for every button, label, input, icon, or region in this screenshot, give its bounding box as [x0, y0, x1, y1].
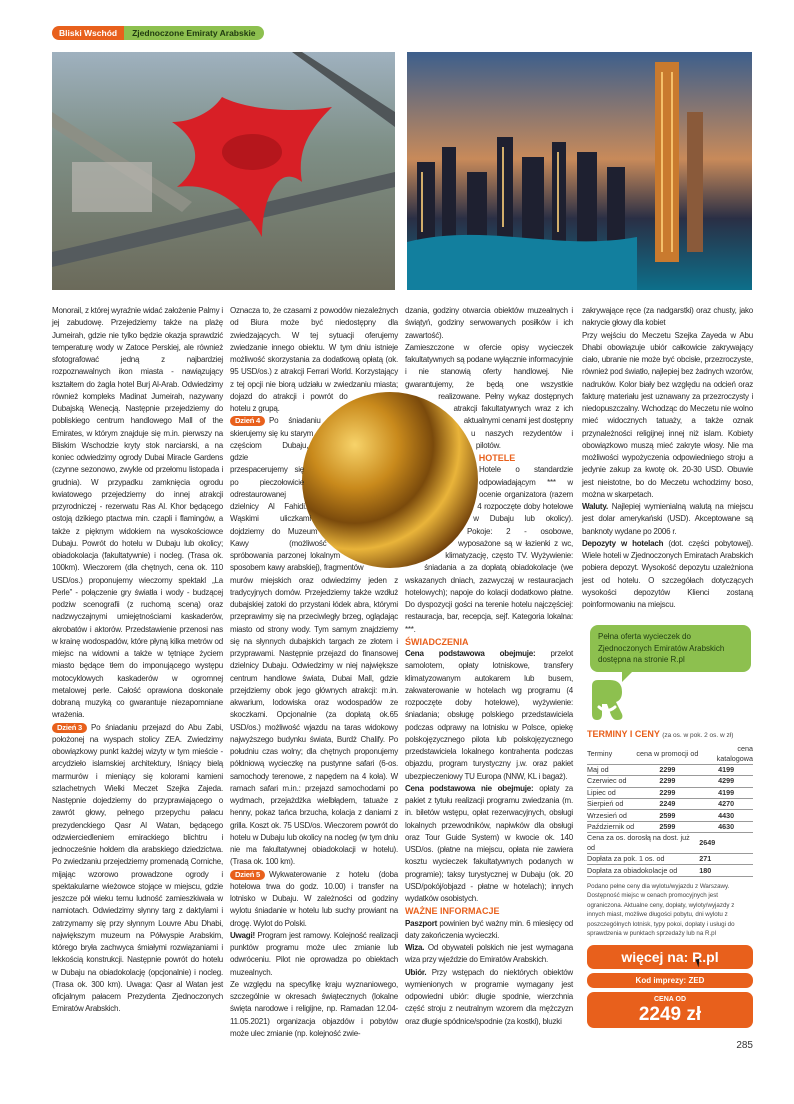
paragraph-text: Oznacza to, że czasami z powodów niezależnych od Biura może być niedostępny dla zwiedzających. W tej sytuacji oferujemy zwiedzanie innego obiektu. W tym dniu istnieje możliwość skorzystania za dodatkową opłatą (ok. 95 USD/os.) z atrakcji Ferrari World. Korzystający z tej opcji nie biorą udziału w zwiedzaniu miasta; dojazd do atrakcji i powrót do hotelu z grupą. — [230, 306, 398, 413]
day-paragraph — [230, 869, 398, 930]
bold-lead: Ubiór. — [405, 967, 427, 977]
paragraph-text: Od obywateli polskich nie jest wymagana wiza przy wjeździe do Emiratów Arabskich. — [405, 943, 573, 965]
price-cell: 2249 — [636, 798, 700, 809]
photo-dubai-marina — [407, 52, 752, 290]
price-label: CENA OD — [653, 995, 687, 1003]
price-row — [587, 810, 753, 821]
page-number: 285 — [736, 1039, 753, 1051]
surcharge-label — [587, 833, 699, 854]
terms-title — [587, 728, 753, 742]
paragraph — [405, 305, 573, 342]
right-column — [582, 305, 753, 1051]
paragraph-text: Wykwaterowanie z hotelu (doba hotelowa trwa do godz. 10.00) i transfer na lotnisko w Dubaju. W zależności od godziny wylotu śniadanie w hotelu lub suchy prowiant na drogę. Wylot do Polski. — [230, 869, 398, 928]
bold-lead: Cena podstawowa obejmuje: — [405, 649, 536, 658]
surcharge-row — [587, 865, 753, 876]
paragraph-text: Program jest ramowy. Kolejność realizacji punktów programu może ulec zmianie lub odwróceniu. Pilot nie oprowadza po obiektach muzealnych. — [230, 930, 398, 977]
paragraph — [582, 330, 753, 502]
paragraph — [582, 305, 753, 330]
paragraph-text: Po śniadaniu przejazd do Abu Zabi, położonej na wyspach stolicy ZEA. Zwiedzimy obowiązkowy punkt każdej wizyty w tym mieście - arcydzieło islamskiej architektury, lśniący bielą marmurów i mieniący się kolorami kamieni szlachetnych Wielki Meczet Szejka Zajeda. Następnie dojedziemy do przyprawiającego o zawrót głowy, pełnego przepychu pałacu prezydenckiego Qasr Al Watan, będącego odzwierciedleniem emirackiego blichtru i jednocześnie hołdem dla arabskiego dziedzictwa. Po zwiedzaniu przejedziemy promenadą Corniche, mijając wzorowo prowadzone ogrody i spektakularne wieżowce stojące w miejscu, gdzie jeszcze pół wieku temu ludność zamieszkiwała w namiotach. Odwiedzimy słynny targ z daktylami i zatrzymamy się przy słynnym Louvre Abu Dhabi, największym muzeum na Półwyspie Arabskim, którego bryła zachwyca śmiałymi rozwiązaniami i lekkością konstrukcji. Następnie powrót do hotelu w Dubaju na obiadokolację (opcjonalnie) i nocleg. (Trasa ok. 300 km). Uwaga: Qasr al Watan jest oficjalnym pałacem Prezydenta Zjednoczonych Emiratów Arabskich. — [52, 722, 223, 1014]
surcharge-cell — [699, 865, 753, 876]
surcharge-value: 180 — [699, 865, 712, 875]
surcharge-row — [587, 833, 753, 854]
paragraph-text: Zamieszczone w ofercie opisy wycieczek fakultatywnych są podane wyłącznie informacyjnie i nie stanowią oferty handlowej. Nie gwarantujemy, że będą one wszystkie realizowane. Pełny wykaz dostępnych atrakcji fakultatywnych wraz z ich aktualnymi cenami jest dostępny u naszych rezydentów i pilotów. — [405, 342, 573, 450]
day-badge: Dzień 4 — [230, 416, 265, 426]
paragraph-text: Monorail, z której wyraźnie widać założenie Palmy i jej zabudowę. Przejedziemy także na plażę Jumeirah, gdzie nie tylko będzie okazja sprawdzić temperaturę wody w Zatoce Perskiej, ale również sfotografować jedną z najbardziej rozpoznawalnych ikon miasta - nawiązujący kształtem do żagla hotel Burj Al-Arab. Odwiedzimy również kompleks Madinat Jumeirah, nazywany Dubajską Wenecją. Następnie przejedziemy do pobliskiego centrum handlowego Mall of the Emirates, w którym znajduje się m.in. pierwszy na Bliskim Wschodzie kryty stok narciarski, a na koniec odwiedzimy ogrody Dubai Miracle Gardens (czynne sezonowo, zwykle od przełomu listopada i grudnia). W przypadku zamknięcia ogrodu kwiatowego przejedziemy do innej atrakcji przyrodniczej - rezerwatu Ras Al. Khor będącego ostoją dzikiego ptactwa min. czapli i flamingów, a także z pięknym widokiem na wysokościowce Dubaju. Powrót do hotelu w Dubaju lub okolicy; obiadokolacja (fakultatywnie) i nocleg. (Trasa ok. 100km). Wieczorem (dla chętnych, cena ok. 110 USD/os.) proponujemy wieczorny spektakl „La Perle” - połączenie gry światła i wody - budzącej podziw scenografii (z ruchomą sceną) oraz nadzwyczajnymi umiejętnościami kaskaderów, akrobatów i aktorów. Przedstawienie przenosi nas w krainę wodospadów, które płyną kilka metrów od miejsc na widowni a także w tętniące życiem miasto będące tłem do imponującego występu motocyklowych kaskaderów w ogromnej metalowej perle. Całość oprawiona doskonale dobraną muzyką co gwarantuje niezapomniane wrażenia. — [52, 306, 223, 720]
column-header: Terminy — [587, 744, 636, 765]
price-value: 2249 zł — [638, 1003, 702, 1025]
surcharge-row — [587, 854, 753, 865]
terms-title-text: TERMINY I CENY — [587, 728, 660, 739]
photo-ferrari-world — [52, 52, 395, 290]
price-cell: 2599 — [636, 810, 700, 821]
price-table — [587, 744, 753, 877]
term-cell: Październik od — [587, 821, 635, 831]
price-cell: 2599 — [636, 821, 700, 832]
bold-lead: Depozyty w hotelach — [582, 538, 664, 548]
text-column-4 — [582, 305, 753, 611]
column-header: cena w promocji od — [636, 744, 700, 765]
surcharge-label — [587, 865, 699, 876]
paragraph-text: opłaty za pakiet z tytułu realizacji programu zwiedzania (m. in. biletów wstępu, opłat rezerwacyjnych, obsługi lokalnych przewodników, napiwków dla obsługi oraz Tour Guide System) w kwocie ok. 140 USD/os. (płatne na miejscu, opłata nie zawiera kosztu wycieczek fakultatywnych podanych w programie); taksy turystycznej w Dubaju (ok. 20 USD/pokój/objazd - płatne w hotelach); innych wydatków osobistych. — [405, 783, 573, 903]
surcharge-label — [587, 854, 699, 865]
paragraph — [405, 967, 573, 1028]
paragraph-text: Hotele o standardzie odpowiadającym *** w ocenie organizatora (razem 4 rozpoczęte doby hotelowe w Dubaju lub okolicy). Pokoje: 2 - osobowe, wyposażone są w łazienki z wc, klimatyzację, często TV. Wyżywienie: śniadania a za dopłatą obiadokolacje (we wskazanych dniach, zazwyczaj w restauracjach hotelowych); napoje do kolacji dodatkowo płatne. Do dyspozycji gości na terenie hotelu najczęściej: restauracja, bar, recepcja, sejf. Kategoria lokalna: ***. — [405, 465, 573, 634]
surcharge-text: Dopłata za pok. 1 os. od — [587, 854, 665, 864]
term-cell: Czerwiec od — [587, 776, 636, 787]
surcharge-value: 271 — [699, 854, 712, 864]
day-paragraph — [52, 722, 223, 1016]
paragraph-text: Przy wejściu do Meczetu Szejka Zayeda w Abu Dhabi obowiązuje ubiór całkowicie zakrywający ciało, ubranie nie może być obcisłe, przezroczyste, również pod światło, najlepiej bez żadnych wzorów, nadruków. Kolor biały bez względu na odcień oraz fakturę materiału jest uznawany za przezroczysty i niedopuszczalny. Wchodząc do Meczetu nie wolno mieć widocznych tatuaży, a także oznak przynależności religijnej innej niż islam. Kobiety obowiązkowo muszą mieć zakryte włosy. Nie ma możliwości wypożyczenia odpowiedniego stroju a jedynie zakup za kwotę ok. 20-30 USD. Obuwie jest nieistotne, bo do Meczetu wchodzimy boso, można w skarpetach. — [582, 330, 753, 499]
price-from-badge — [587, 992, 753, 1028]
price-cell: 4299 — [699, 776, 753, 787]
text-column-3 — [405, 305, 573, 1028]
paragraph — [52, 305, 223, 722]
text-column-1 — [52, 305, 223, 1016]
tour-code-badge: Kod imprezy: ZED — [587, 973, 753, 988]
paragraph — [582, 501, 753, 538]
text-column-2 — [230, 305, 398, 1040]
paragraph-text: Przy wstępach do niektórych obiektów wymienionych w programie wymagany jest odpowiedni ubiór: długie spodnie, wierzchnia część stroju z neutralnym wzorem dla mężczyzn oraz długie spódnice/spodnie (za kostki), bluzki — [405, 967, 573, 1026]
price-row — [587, 821, 753, 832]
surcharge-value: 2649 — [699, 838, 716, 848]
paragraph-text: przelot samolotem, opłaty lotniskowe, transfery klimatyzowanym autokarem lub busem, zakwaterowanie w hotelach wg programu (4 rozpoczęte doby hotelowe), wyżywienie: śniadania; obsługę polskiego przedstawiciela podczas odprawy na lotnisku w Polsce, opiekę polskojęzycznego pilota lub polskojęzycznego przedstawiciela lokalnego kontrahenta podczas objazdu, program turystyczny j.w. oraz pakiet ubezpieczeniowy TU Europa (NNW, KL i bagaż). — [405, 649, 574, 781]
day-badge: Dzień 3 — [52, 723, 87, 733]
paragraph-text: (dot. części pobytowej). Wiele hoteli w Zjednoczonych Emiratach Arabskich pobiera depozyt. Wysokość depozytu uzależniona jest od hotelu. O szczegółach dotyczących wysokości depozytów Klienci zostaną poinformowaniu na miejscu. — [582, 538, 753, 609]
surcharge-cell — [699, 833, 753, 854]
promo-bubble: Pełna oferta wycieczek do Zjednoczonych Emiratów Arabskich dostępna na stronie R.pl — [590, 625, 751, 672]
paragraph-text: powinien być ważny min. 6 miesięcy od daty zakończenia wycieczki. — [405, 918, 573, 940]
terms-subtitle: (za os. w pok. 2 os. w zł) — [662, 731, 734, 739]
price-row — [587, 798, 753, 809]
paragraph — [230, 930, 398, 979]
price-cell: 2299 — [636, 776, 700, 787]
day-badge: Dzień 5 — [230, 870, 265, 880]
section-heading: ŚWIADCZENIA — [405, 636, 469, 647]
price-row — [587, 776, 753, 787]
paragraph — [405, 918, 573, 943]
paragraph — [582, 538, 753, 612]
section-heading: WAŻNE INFORMACJE — [405, 906, 500, 917]
more-info-button[interactable] — [587, 945, 753, 969]
section-heading: HOTELE — [478, 453, 516, 463]
paragraph — [405, 783, 573, 906]
column-header: cena katalogowa — [699, 744, 753, 765]
term-cell: Wrzesień od — [587, 810, 636, 821]
paragraph-text: Najlepiej wymienialną walutą na miejscu jest dolar amerykański (USD). Akceptowane są banknoty wydane po 2006 r. — [582, 502, 753, 536]
bold-lead: Cena podstawowa nie obejmuje: — [405, 783, 534, 793]
price-cell: 4199 — [699, 787, 753, 798]
price-cell: 4430 — [699, 810, 753, 821]
bold-lead: Uwagi! — [230, 930, 255, 940]
paragraph-text: dzania, godziny otwarcia obiektów muzealnych i świątyń, godziny serwowanych posiłków i ich zawartość). — [405, 306, 573, 340]
price-cell: 4199 — [699, 764, 753, 775]
surcharge-text: Dopłata za obiadokolacje od — [587, 865, 678, 875]
paragraph-text: zakrywające ręce (za nadgarstki) oraz chusty, jako nakrycie głowy dla kobiet — [582, 306, 753, 328]
price-note: Podano pełne ceny dla wylotu/wyjazdu z Warszawy. Dostępność miejsc w cenach promocyjnych jest ograniczona. Aktualne ceny, dopłaty, wyloty/wyjazdy z innych miast, możliwe długości pobytu, dni wylotu z poszczególnych lotnisk, typy pokoi, dopłaty i usługi do sprawdzenia w punktach sprzedaży lub na R.pl — [587, 882, 735, 938]
price-row — [587, 764, 753, 775]
bold-lead: Waluty. — [582, 502, 609, 511]
paragraph — [405, 942, 573, 967]
breadcrumb — [52, 26, 264, 40]
paragraph — [230, 979, 398, 1040]
paragraph-text: Po śniadaniu skierujemy się ku starym częściom Dubaju, gdzie przespacerujemy się po pieczołowicie odrestaurowanej dzielnicy Al Fahidi. Wąskimi uliczkami dojdziemy do Muzeum Kawy (możliwość spróbowania parzonej lokalnym sposobem kawy arabskiej), fragmentów murów miejskich oraz odwiedzimy jeden z tradycyjnych domów. Przejedziemy także wzdłuż dubajskiej zatoki do przystani łódek abra, którymi przeprawimy się na przeciwległy brzeg, oglądając miasto od strony wody. Tym samym znajdziemy się na słynnych dubajskich targach ze złotem i przyprawami. Następnie przejazd do finansowej dzielnicy Dubaju. Odwiedzimy w niej największe centrum handlowe świata, Dubai Mall, gdzie przejdziemy obok jego głównych atrakcji: m.in. akwarium, lodowiska oraz wodospadów ze skoczkami. Opcjonalnie (za dopłatą ok.65 USD/os.) możliwość wjazdu na taras widokowy najwyższego budynku świata, Burdż Chalify. Po południu czas wolny; dla chętnych proponujemy półdniową wycieczkę na pustynne safari (6-os. samochody terenowe, z napędem na 4 koła). W ramach safari m.in.: przejazd samochodami po wydmach, przejażdżka wielbłądem, tatuaże z henny, pokaz tańca brzucha, kolacja z daniami z grilla. Koszt ok. 75 USD/os. Wieczorem powrót do hotelu w Dubaju lub okolicy na nocleg (w tym dniu nie ma fakultatywnej obiadokolacji w hotelu). (Trasa ok. 100 km). — [230, 416, 398, 867]
paragraph-text: Ze względu na specyfikę kraju wyznaniowego, szczególnie w okresach świątecznych (lokalne święta narodowe i religijne, np. Ramadan 12.04-11.05.2021) organizacja objazdów i pobytów może ulec zmianie (np. kolejność zwie- — [230, 979, 398, 1038]
bold-lead: Paszport — [405, 918, 438, 928]
surcharge-text: Cena za os. dorosłą na dost. już od — [587, 833, 690, 853]
breadcrumb-country[interactable]: Zjednoczone Emiraty Arabskie — [124, 26, 263, 40]
term-cell: Sierpień od — [587, 798, 636, 809]
price-row — [587, 787, 753, 798]
r-logo-icon — [590, 680, 624, 720]
price-cell: 4270 — [699, 798, 753, 809]
terms-and-prices — [587, 728, 753, 877]
price-cell: 4630 — [699, 821, 753, 832]
surcharge-cell — [699, 854, 753, 865]
breadcrumb-region[interactable]: Bliski Wschód — [52, 26, 124, 40]
term-cell: Maj od — [587, 764, 636, 775]
bold-lead: Wiza. — [405, 943, 425, 952]
price-cell: 2299 — [636, 764, 700, 775]
more-info-label: więcej na: R.pl — [621, 948, 719, 965]
price-cell: 2299 — [636, 787, 700, 798]
paragraph — [405, 648, 573, 783]
term-cell: Lipiec od — [587, 787, 636, 798]
